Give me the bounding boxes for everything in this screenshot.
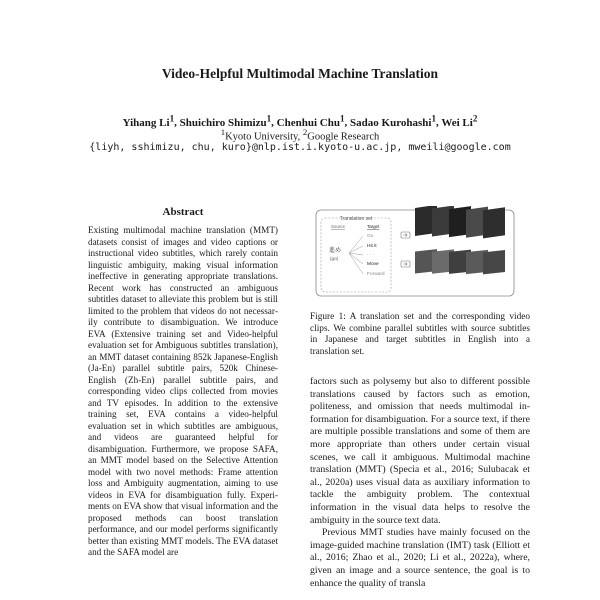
abstract-text: Existing multimodal machine translation (MMT) datasets consist of images and video captions or instructional video subtitles, which rarely contain linguistic ambiguity, making visual information ineffective in generating appropriate translations. Recent work has constructed an ambiguous subtitles dataset to alleviate this problem but is still limited to the problem that videos do not necessarily contribute to disambiguation. We introduce EVA (Extensive training set and Video-helpful evaluation set for Ambiguous subtitles translation), an MMT dataset containing 852k Japanese-English (Ja-En) parallel subtitle pairs, 520k Chinese-English (Zh-En) parallel subtitle pairs, and corresponding video clips collected from movies and TV episodes. In addition to the extensive training set, EVA contains a video-helpful evaluation set in which subtitles are ambiguous, and videos are guaranteed helpful for disambiguation. Furthermore, we propose SAFA, an MMT model based on the Selective Attention model with two novel methods: Frame attention loss and Ambiguity augmentation, aiming to use videos in EVA for disambiguation fully. Experiments on EVA show that visual information and the proposed methods can boost translation performance, and our model performs significantly better than existing MMT models. The EVA dataset and the SAFA model are — [88, 225, 278, 557]
target-item: Move — [367, 262, 379, 267]
author: Sadao Kurohashi$^1$ — [350, 113, 437, 129]
paper-title: Video-Helpful Multimodal Machine Translation — [161, 66, 439, 81]
author: Chenhui Chu$^1$ — [276, 113, 345, 129]
video-clip-stack-2 — [415, 249, 505, 274]
author: Wei Li$^2$ — [441, 113, 478, 129]
target-item: Go — [367, 234, 374, 239]
target-item: Forward — [367, 272, 385, 277]
figure-1 — [315, 206, 515, 298]
paragraph: factors such as polysemy but also to different possible translations caused by factors such as emotion, politeness, and omission that needs multimodal information for disambiguation. For a source text, if there are multiple possible translations and some of them are more appropriate than others under certain visual scenes, we call it ambiguous. Multimodal machine translation (MMT) (Specia et al., 2016; Sulubacak et al., 2020a) uses visual data as auxiliary information to tackle the ambiguity problem. The contextual information in the visual data helps to resolve the ambiguity in the source text data. — [310, 376, 530, 526]
abstract-heading: Abstract — [162, 206, 204, 218]
video-clip-stack-1 — [415, 206, 505, 238]
affiliations: $^1$Kyoto University, $^2$Google Research — [220, 127, 380, 143]
source-word: 進め — [329, 247, 342, 254]
source-header: Source — [331, 224, 345, 229]
target-header: Target — [367, 224, 380, 229]
author-emails: {liyh, sshimizu, chu, kuro}@nlp.ist.i.kyoto-u.ac.jp, mweili@google.com — [89, 142, 511, 153]
target-item: · · · — [367, 253, 375, 258]
target-item: Hit it — [367, 244, 377, 249]
author: Yihang Li$^1$ — [122, 113, 175, 129]
translation-set-title: Translation set — [339, 216, 373, 222]
author: Shuichiro Shimizu$^1$ — [179, 113, 272, 129]
author-list: Yihang Li$^1$, Shuichiro Shimizu$^1$, Chenhui Chu$^1$, Sadao Kurohashi$^1$, Wei Li$^2$ — [122, 113, 478, 129]
source-reading: (go) — [330, 256, 339, 261]
translation-set-panel — [321, 218, 391, 292]
body-text-right-column — [310, 376, 530, 590]
figure-caption: Figure 1: A translation set and the corresponding video clips. We combine parallel subtitles with source subtitles in Japanese and target subtitles in English into a translation set. — [310, 312, 530, 357]
arrow-icon — [401, 232, 410, 267]
paragraph: Previous MMT studies have mainly focused on the image-guided machine translation (IMT) task (Elliott et al., 2016; Zhao et al., 2020; Li et al., 2022a), where, given an image and a source sentence, the goal is to enhance the quality of transla — [310, 527, 530, 589]
